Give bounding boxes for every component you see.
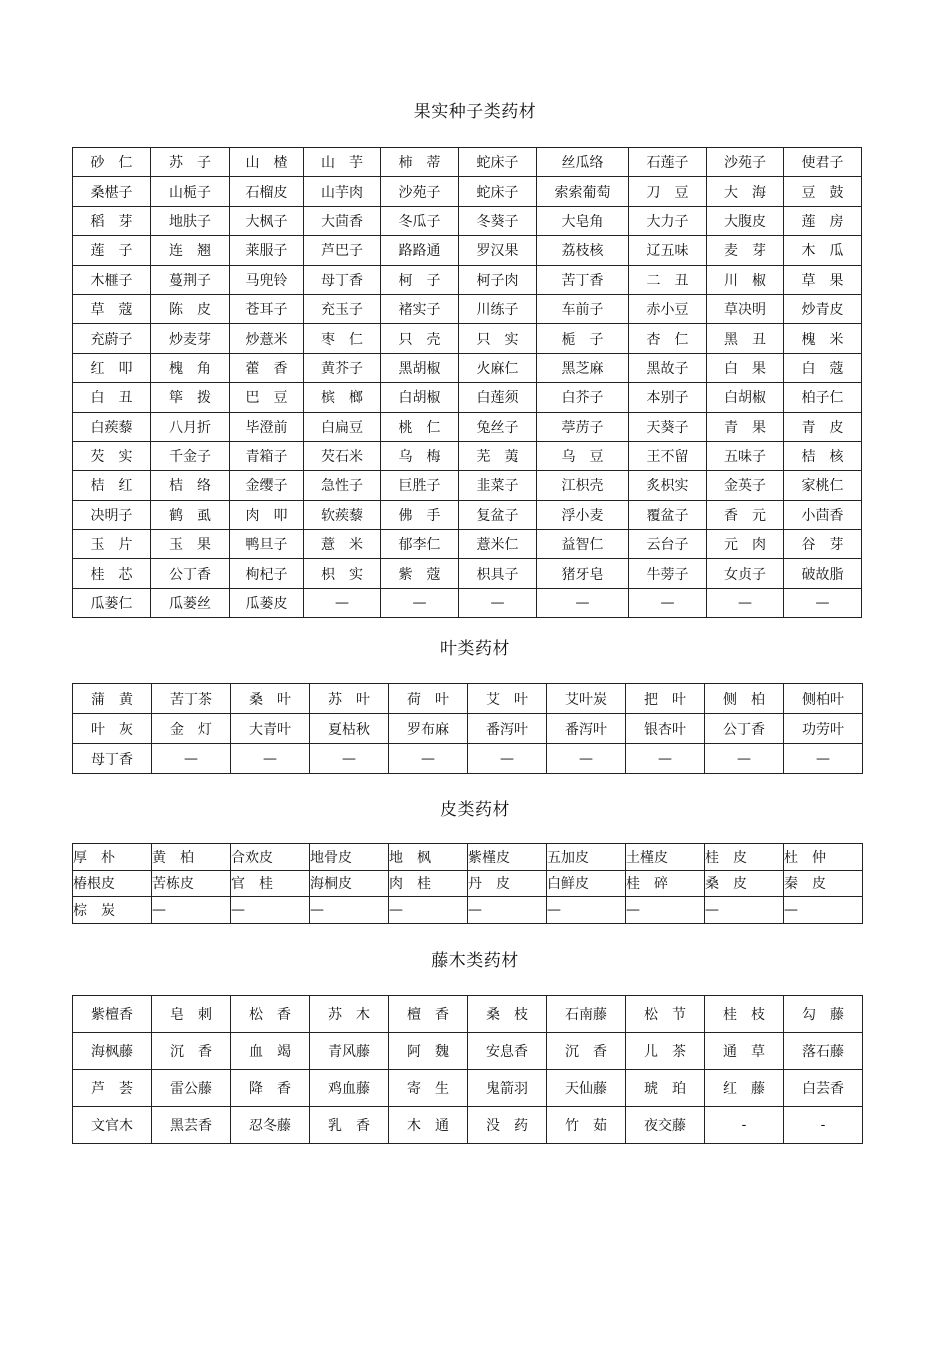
table-cell: 桑 枝 <box>468 996 547 1033</box>
table-cell: 槐 角 <box>151 353 230 382</box>
table-row <box>73 684 863 714</box>
table-row <box>73 471 862 500</box>
table-row <box>73 996 863 1033</box>
table-cell: 急性子 <box>304 471 381 500</box>
table-cell: 复盆子 <box>459 500 537 529</box>
table-cell: 黑 丑 <box>707 324 784 353</box>
table-cell: 谷 芽 <box>784 530 862 559</box>
table-row <box>73 559 862 588</box>
table-cell: 瓜蒌仁 <box>73 588 151 617</box>
table-cell: 公丁香 <box>705 714 784 744</box>
table-cell: — <box>547 897 626 924</box>
table-row <box>73 744 863 774</box>
table-cell: 降 香 <box>231 1070 310 1107</box>
table-cell: 郁李仁 <box>381 530 459 559</box>
table-cell: 厚 朴 <box>73 844 152 871</box>
table-cell: 把 叶 <box>626 684 705 714</box>
table-cell: 文官木 <box>73 1107 152 1144</box>
table-cell: 枳 实 <box>304 559 381 588</box>
table-cell: 筚 拨 <box>151 383 230 412</box>
table-cell: 白胡椒 <box>381 383 459 412</box>
table-cell: 丹 皮 <box>468 870 547 897</box>
table-cell: 鸭旦子 <box>230 530 304 559</box>
table-row <box>73 177 862 206</box>
table-cell: 马兜铃 <box>230 265 304 294</box>
table-cell: 软蒺藜 <box>304 500 381 529</box>
table-cell: 皂 刺 <box>152 996 231 1033</box>
table-cell: 山 芋 <box>304 148 381 177</box>
table-cell: 芡 实 <box>73 441 151 470</box>
table-row <box>73 1033 863 1070</box>
table-row <box>73 588 862 617</box>
table-cell: 五加皮 <box>547 844 626 871</box>
table-cell: 土槿皮 <box>626 844 705 871</box>
table-cell: 大力子 <box>629 206 707 235</box>
table-cell: 黑芸香 <box>152 1107 231 1144</box>
table-cell: 葶苈子 <box>537 412 629 441</box>
table-cell: 儿 茶 <box>626 1033 705 1070</box>
table-cell: 安息香 <box>468 1033 547 1070</box>
table-cell: 柯 子 <box>381 265 459 294</box>
table-row <box>73 324 862 353</box>
table-cell: 木 通 <box>389 1107 468 1144</box>
table-cell: 芡石米 <box>304 441 381 470</box>
table-cell: 桂 枝 <box>705 996 784 1033</box>
table-row <box>73 870 863 897</box>
table-cell: 椿根皮 <box>73 870 152 897</box>
table-cell: 罗布麻 <box>389 714 468 744</box>
table-cell: 辽五味 <box>629 236 707 265</box>
table-cell: 蔓荆子 <box>151 265 230 294</box>
table-cell: 褚实子 <box>381 294 459 323</box>
table-cell: 川练子 <box>459 294 537 323</box>
table-cell: — <box>459 588 537 617</box>
table-cell: 没 药 <box>468 1107 547 1144</box>
table-cell: 地骨皮 <box>310 844 389 871</box>
table-cell: 大青叶 <box>231 714 310 744</box>
table-cell: 石榴皮 <box>230 177 304 206</box>
table-cell: 炙枳实 <box>629 471 707 500</box>
table-cell: 通 草 <box>705 1033 784 1070</box>
table-cell: 桃 仁 <box>381 412 459 441</box>
leaf-table <box>72 683 863 774</box>
table-cell: 落石藤 <box>784 1033 863 1070</box>
table-cell: 苏 子 <box>151 148 230 177</box>
table-cell: 忍冬藤 <box>231 1107 310 1144</box>
section-title-fruit-seed: 果实种子类药材 <box>413 102 537 122</box>
table-cell: 草决明 <box>707 294 784 323</box>
table-cell: 苦栋皮 <box>152 870 231 897</box>
table-cell: 草 蔻 <box>73 294 151 323</box>
table-cell: 丝瓜络 <box>537 148 629 177</box>
table-cell: 蛇床子 <box>459 148 537 177</box>
table-cell: 白芥子 <box>537 383 629 412</box>
table-cell: 充玉子 <box>304 294 381 323</box>
table-cell: 公丁香 <box>151 559 230 588</box>
table-cell: 紫 蔻 <box>381 559 459 588</box>
table-cell: 白扁豆 <box>304 412 381 441</box>
table-cell: 黑故子 <box>629 353 707 382</box>
table-cell: 母丁香 <box>73 744 152 774</box>
section-title-bark: 皮类药材 <box>440 800 510 820</box>
table-cell: 海枫藤 <box>73 1033 152 1070</box>
table-cell: 枣 仁 <box>304 324 381 353</box>
table-cell: 猪牙皂 <box>537 559 629 588</box>
table-cell: 黄 柏 <box>152 844 231 871</box>
table-cell: 乳 香 <box>310 1107 389 1144</box>
table-row <box>73 148 862 177</box>
table-cell: 桑椹子 <box>73 177 151 206</box>
table-cell: 天葵子 <box>629 412 707 441</box>
table-cell: 浮小麦 <box>537 500 629 529</box>
table-cell: 白 果 <box>707 353 784 382</box>
table-cell: — <box>310 897 389 924</box>
table-cell: 玉 片 <box>73 530 151 559</box>
table-cell: 蛇床子 <box>459 177 537 206</box>
table-cell: — <box>310 744 389 774</box>
table-cell: 檀 香 <box>389 996 468 1033</box>
table-cell: 白鲜皮 <box>547 870 626 897</box>
table-cell: — <box>389 897 468 924</box>
table-row <box>73 353 862 382</box>
table-cell: 功劳叶 <box>784 714 863 744</box>
table-cell: 炒麦芽 <box>151 324 230 353</box>
table-cell: — <box>231 897 310 924</box>
table-cell: 侧 柏 <box>705 684 784 714</box>
table-cell: 鹤 虱 <box>151 500 230 529</box>
table-cell: 黄芥子 <box>304 353 381 382</box>
table-cell: 冬葵子 <box>459 206 537 235</box>
table-cell: 银杏叶 <box>626 714 705 744</box>
bark-table <box>72 843 863 924</box>
table-cell: 艾叶炭 <box>547 684 626 714</box>
table-cell: 瓜蒌丝 <box>151 588 230 617</box>
table-cell: 白蒺藜 <box>73 412 151 441</box>
table-row <box>73 383 862 412</box>
table-cell: 柯子肉 <box>459 265 537 294</box>
table-cell: 夏枯秋 <box>310 714 389 744</box>
table-row <box>73 897 863 924</box>
table-cell: 紫槿皮 <box>468 844 547 871</box>
section-title-leaf: 叶类药材 <box>440 639 510 659</box>
table-cell: 云台子 <box>629 530 707 559</box>
table-cell: 地 枫 <box>389 844 468 871</box>
table-cell: 桂 芯 <box>73 559 151 588</box>
table-cell: 桑 皮 <box>705 870 784 897</box>
table-cell: 官 桂 <box>231 870 310 897</box>
table-cell: 槐 米 <box>784 324 862 353</box>
table-cell: 松 节 <box>626 996 705 1033</box>
table-cell: 兔丝子 <box>459 412 537 441</box>
table-cell: 红 藤 <box>705 1070 784 1107</box>
table-cell: 麦 芽 <box>707 236 784 265</box>
table-cell: 乌 豆 <box>537 441 629 470</box>
table-row <box>73 412 862 441</box>
table-cell: 松 香 <box>231 996 310 1033</box>
table-cell: 木榧子 <box>73 265 151 294</box>
table-cell: — <box>304 588 381 617</box>
table-cell: 叶 灰 <box>73 714 152 744</box>
table-cell: 苍耳子 <box>230 294 304 323</box>
table-cell: 罗汉果 <box>459 236 537 265</box>
table-cell: 石莲子 <box>629 148 707 177</box>
table-cell: 八月折 <box>151 412 230 441</box>
table-cell: 充蔚子 <box>73 324 151 353</box>
table-row <box>73 1070 863 1107</box>
table-cell: — <box>152 744 231 774</box>
table-cell: 沙苑子 <box>707 148 784 177</box>
table-cell: — <box>537 588 629 617</box>
table-cell: 血 竭 <box>231 1033 310 1070</box>
table-cell: 砂 仁 <box>73 148 151 177</box>
table-cell: 草 果 <box>784 265 862 294</box>
table-cell: 牛蒡子 <box>629 559 707 588</box>
table-cell: — <box>705 744 784 774</box>
table-cell: — <box>626 744 705 774</box>
table-cell: 江枳壳 <box>537 471 629 500</box>
table-cell: 陈 皮 <box>151 294 230 323</box>
table-cell: — <box>381 588 459 617</box>
table-cell: 红 叩 <box>73 353 151 382</box>
table-cell: 大 海 <box>707 177 784 206</box>
table-cell: 艾 叶 <box>468 684 547 714</box>
table-cell: 藿 香 <box>230 353 304 382</box>
table-cell: 薏米仁 <box>459 530 537 559</box>
table-cell: 苏 木 <box>310 996 389 1033</box>
table-row <box>73 441 862 470</box>
table-cell: — <box>468 897 547 924</box>
table-cell: 枸杞子 <box>230 559 304 588</box>
table-cell: 柏子仁 <box>784 383 862 412</box>
table-cell: 破故脂 <box>784 559 862 588</box>
table-cell: 桔 红 <box>73 471 151 500</box>
table-cell: 连 翘 <box>151 236 230 265</box>
table-cell: 大枫子 <box>230 206 304 235</box>
table-cell: 毕澄前 <box>230 412 304 441</box>
table-cell: 山栀子 <box>151 177 230 206</box>
table-cell: 五味子 <box>707 441 784 470</box>
table-cell: — <box>389 744 468 774</box>
table-cell: — <box>784 588 862 617</box>
table-cell: 夜交藤 <box>626 1107 705 1144</box>
table-cell: 苦丁香 <box>537 265 629 294</box>
table-cell: 秦 皮 <box>784 870 863 897</box>
table-cell: — <box>547 744 626 774</box>
table-cell: 寄 生 <box>389 1070 468 1107</box>
table-row <box>73 236 862 265</box>
table-cell: 沉 香 <box>152 1033 231 1070</box>
table-cell: — <box>231 744 310 774</box>
table-cell: 白芸香 <box>784 1070 863 1107</box>
table-cell: 玉 果 <box>151 530 230 559</box>
table-cell: 冬瓜子 <box>381 206 459 235</box>
table-cell: — <box>707 588 784 617</box>
table-cell: 白 蔻 <box>784 353 862 382</box>
vine-wood-table <box>72 995 863 1144</box>
table-cell: 侧柏叶 <box>784 684 863 714</box>
table-cell: 杏 仁 <box>629 324 707 353</box>
table-cell: 白莲须 <box>459 383 537 412</box>
table-cell: 番泻叶 <box>468 714 547 744</box>
table-cell: 合欢皮 <box>231 844 310 871</box>
section-title-vine-wood: 藤木类药材 <box>431 951 519 971</box>
table-cell: 只 实 <box>459 324 537 353</box>
table-cell: 稻 芽 <box>73 206 151 235</box>
table-cell: 薏 米 <box>304 530 381 559</box>
table-cell: 二 丑 <box>629 265 707 294</box>
table-cell: 山 楂 <box>230 148 304 177</box>
table-cell: 荔枝核 <box>537 236 629 265</box>
table-cell: 地肤子 <box>151 206 230 235</box>
table-cell: 路路通 <box>381 236 459 265</box>
table-cell: 天仙藤 <box>547 1070 626 1107</box>
table-cell: 棕 炭 <box>73 897 152 924</box>
table-cell: 川 椒 <box>707 265 784 294</box>
table-cell: 母丁香 <box>304 265 381 294</box>
table-cell: 莲 房 <box>784 206 862 235</box>
table-cell: 索索葡萄 <box>537 177 629 206</box>
table-cell: 勾 藤 <box>784 996 863 1033</box>
table-row <box>73 500 862 529</box>
table-cell: 沉 香 <box>547 1033 626 1070</box>
table-cell: 芦 荟 <box>73 1070 152 1107</box>
table-cell: 香 元 <box>707 500 784 529</box>
table-cell: 苏 叶 <box>310 684 389 714</box>
table-row <box>73 530 862 559</box>
table-cell: 槟 榔 <box>304 383 381 412</box>
table-cell: 瓜蒌皮 <box>230 588 304 617</box>
table-cell: 莱服子 <box>230 236 304 265</box>
table-cell: 元 肉 <box>707 530 784 559</box>
table-cell: 桂 碎 <box>626 870 705 897</box>
table-cell: 家桃仁 <box>784 471 862 500</box>
table-cell: 豆 鼓 <box>784 177 862 206</box>
table-cell: 使君子 <box>784 148 862 177</box>
table-cell: 大皂角 <box>537 206 629 235</box>
table-cell: - <box>784 1107 863 1144</box>
table-cell: 沙苑子 <box>381 177 459 206</box>
table-row <box>73 265 862 294</box>
table-cell: 炒薏米 <box>230 324 304 353</box>
table-cell: 石南藤 <box>547 996 626 1033</box>
table-cell: 黑胡椒 <box>381 353 459 382</box>
table-cell: 金缨子 <box>230 471 304 500</box>
table-cell: 紫檀香 <box>73 996 152 1033</box>
table-cell: 鸡血藤 <box>310 1070 389 1107</box>
table-cell: — <box>626 897 705 924</box>
table-cell: 金英子 <box>707 471 784 500</box>
table-cell: 枳具子 <box>459 559 537 588</box>
table-cell: 青 果 <box>707 412 784 441</box>
table-cell: 只 壳 <box>381 324 459 353</box>
table-cell: 本别子 <box>629 383 707 412</box>
table-cell: 白胡椒 <box>707 383 784 412</box>
table-cell: 白 丑 <box>73 383 151 412</box>
table-cell: — <box>784 744 863 774</box>
table-cell: 王不留 <box>629 441 707 470</box>
table-cell: 桂 皮 <box>705 844 784 871</box>
table-cell: 阿 魏 <box>389 1033 468 1070</box>
table-cell: 杜 仲 <box>784 844 863 871</box>
table-cell: — <box>629 588 707 617</box>
table-cell: 芦巴子 <box>304 236 381 265</box>
table-cell: 栀 子 <box>537 324 629 353</box>
table-cell: 小茴香 <box>784 500 862 529</box>
table-cell: 荷 叶 <box>389 684 468 714</box>
table-cell: 桔 络 <box>151 471 230 500</box>
table-row <box>73 294 862 323</box>
table-cell: 女贞子 <box>707 559 784 588</box>
table-cell: 青箱子 <box>230 441 304 470</box>
table-cell: 海桐皮 <box>310 870 389 897</box>
table-cell: — <box>784 897 863 924</box>
table-row <box>73 206 862 235</box>
table-cell: 车前子 <box>537 294 629 323</box>
table-row <box>73 714 863 744</box>
table-cell: 番泻叶 <box>547 714 626 744</box>
table-cell: 琥 珀 <box>626 1070 705 1107</box>
table-cell: 火麻仁 <box>459 353 537 382</box>
table-cell: 乌 梅 <box>381 441 459 470</box>
table-cell: 金 灯 <box>152 714 231 744</box>
table-cell: 青 皮 <box>784 412 862 441</box>
table-cell: 桔 核 <box>784 441 862 470</box>
fruit-seed-table <box>72 147 862 618</box>
table-cell: 莲 子 <box>73 236 151 265</box>
table-row <box>73 1107 863 1144</box>
table-cell: 青风藤 <box>310 1033 389 1070</box>
table-cell: 巨胜子 <box>381 471 459 500</box>
table-cell: 决明子 <box>73 500 151 529</box>
table-cell: 益智仁 <box>537 530 629 559</box>
table-cell: 山芋肉 <box>304 177 381 206</box>
table-cell: 桑 叶 <box>231 684 310 714</box>
table-cell: - <box>705 1107 784 1144</box>
table-cell: 肉 叩 <box>230 500 304 529</box>
table-cell: 柿 蒂 <box>381 148 459 177</box>
table-cell: 覆盆子 <box>629 500 707 529</box>
table-cell: — <box>152 897 231 924</box>
table-cell: 蒲 黄 <box>73 684 152 714</box>
table-cell: 黑芝麻 <box>537 353 629 382</box>
table-cell: 巴 豆 <box>230 383 304 412</box>
table-cell: 大腹皮 <box>707 206 784 235</box>
table-cell: 炒青皮 <box>784 294 862 323</box>
table-cell: 千金子 <box>151 441 230 470</box>
table-cell: 木 瓜 <box>784 236 862 265</box>
table-cell: — <box>705 897 784 924</box>
table-cell: — <box>468 744 547 774</box>
table-cell: 刀 豆 <box>629 177 707 206</box>
table-cell: 雷公藤 <box>152 1070 231 1107</box>
table-cell: 鬼箭羽 <box>468 1070 547 1107</box>
table-cell: 肉 桂 <box>389 870 468 897</box>
table-cell: 大茴香 <box>304 206 381 235</box>
table-cell: 竹 茹 <box>547 1107 626 1144</box>
table-row <box>73 844 863 871</box>
table-cell: 佛 手 <box>381 500 459 529</box>
table-cell: 苦丁茶 <box>152 684 231 714</box>
table-cell: 赤小豆 <box>629 294 707 323</box>
table-cell: 芜 荑 <box>459 441 537 470</box>
table-cell: 韭菜子 <box>459 471 537 500</box>
